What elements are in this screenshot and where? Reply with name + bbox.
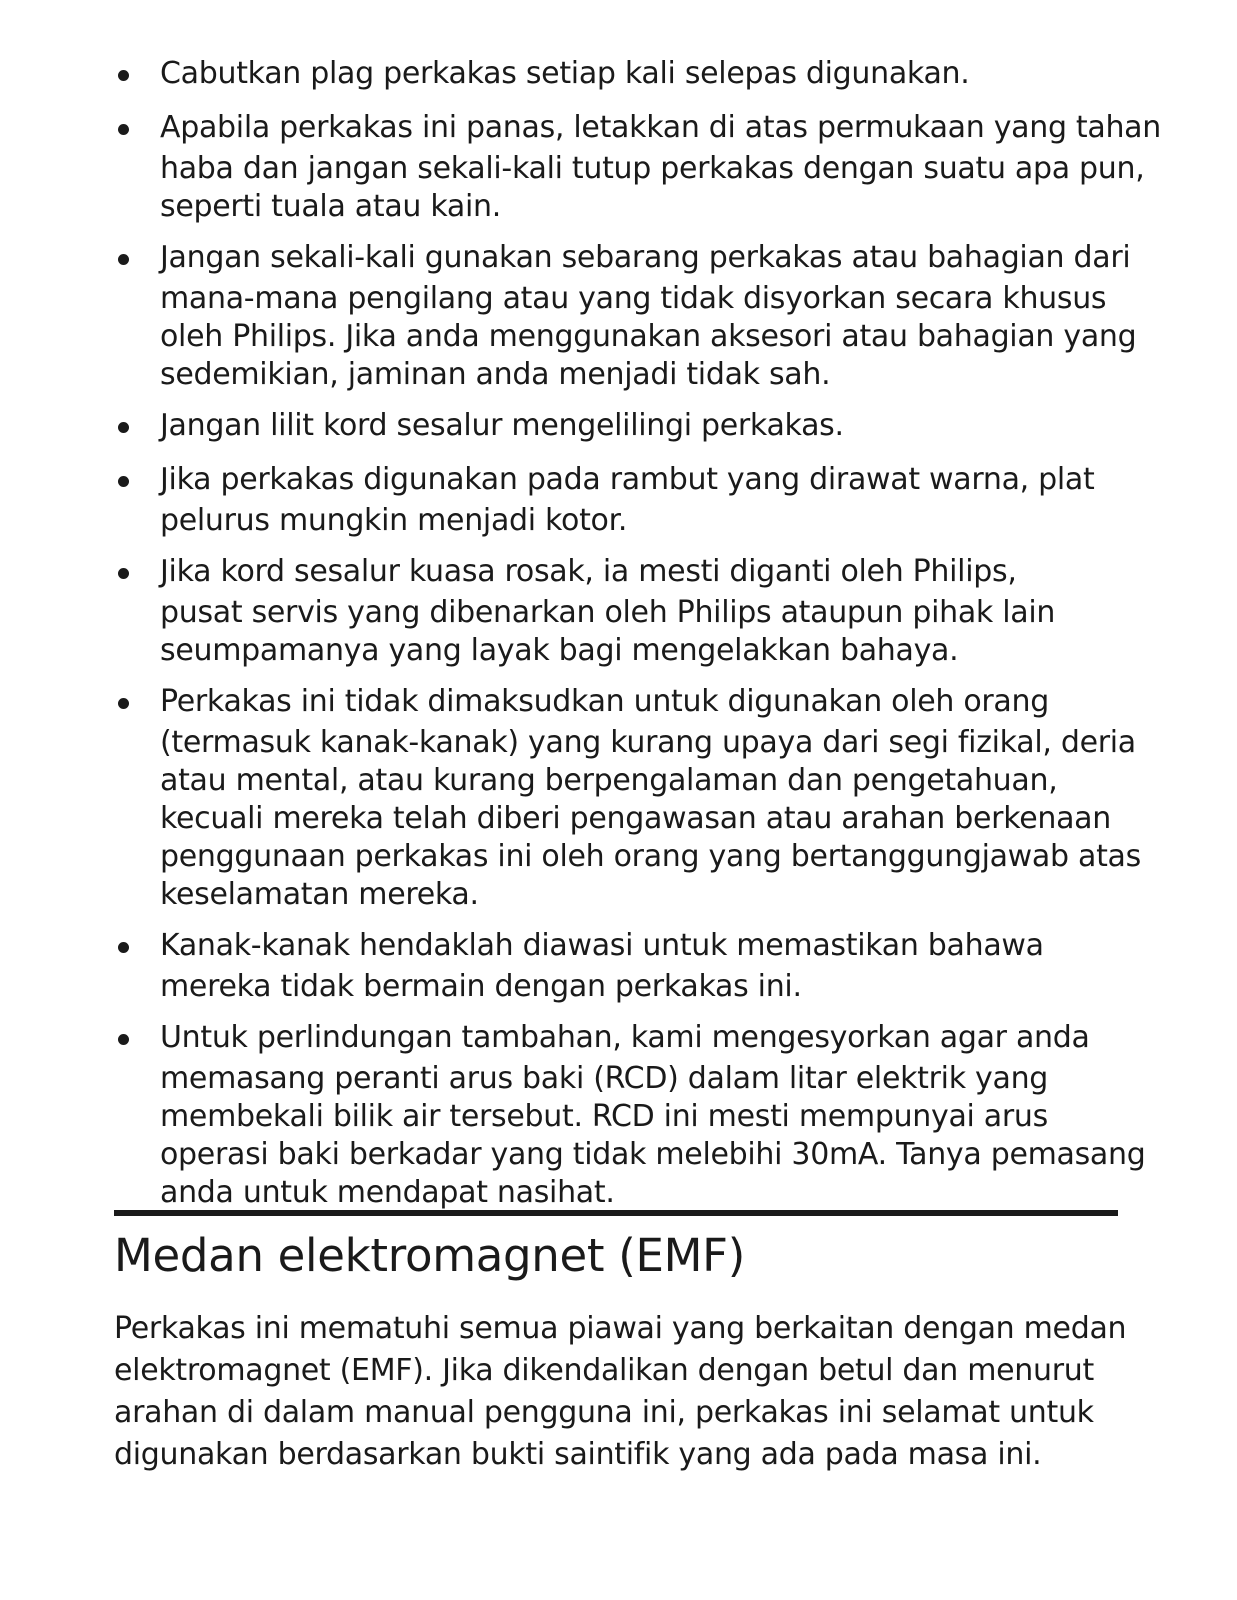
list-item-line: seperti tuala atau kain.	[160, 189, 501, 224]
bullet-dot-icon	[118, 124, 129, 135]
list-item-line: memasang peranti arus baki (RCD) dalam litar elektrik yang	[160, 1061, 1049, 1096]
safety-bullet-list	[118, 52, 1161, 1222]
bullet-dot-icon	[118, 422, 129, 433]
paragraph-line: Perkakas ini mematuhi semua piawai yang berkaitan dengan medan	[114, 1311, 1127, 1346]
list-item-line: penggunaan perkakas ini oleh orang yang bertanggungjawab atas	[160, 839, 1141, 874]
list-item-line: Untuk perlindungan tambahan, kami mengesyorkan agar anda	[160, 1020, 1090, 1055]
list-item-line: Apabila perkakas ini panas, letakkan di atas permukaan yang tahan	[160, 110, 1161, 145]
list-item-line: Kanak-kanak hendaklah diawasi untuk memastikan bahawa	[160, 928, 1044, 963]
bullet-dot-icon	[118, 476, 129, 487]
list-item-line: keselamatan mereka.	[160, 877, 479, 912]
section-paragraph	[114, 1308, 1127, 1476]
list-item	[118, 236, 1137, 394]
list-item	[118, 404, 1118, 448]
bullet-dot-icon	[118, 70, 129, 81]
list-item-line: kecuali mereka telah diberi pengawasan atau arahan berkenaan	[160, 801, 1111, 836]
list-item-line: sedemikian, jaminan anda menjadi tidak sah.	[160, 357, 831, 392]
bullet-dot-icon	[118, 254, 129, 265]
list-item-line: oleh Philips. Jika anda menggunakan aksesori atau bahagian yang	[160, 319, 1137, 354]
section-divider	[114, 1210, 1118, 1216]
list-item-line: Jangan lilit kord sesalur mengelilingi perkakas.	[160, 408, 844, 443]
list-item	[118, 458, 1118, 540]
bullet-dot-icon	[118, 698, 129, 709]
list-item-line: Jika perkakas digunakan pada rambut yang dirawat warna, plat	[160, 462, 1095, 497]
paragraph-line: elektromagnet (EMF). Jika dikendalikan dengan betul dan menurut	[114, 1353, 1094, 1388]
list-item-line: seumpamanya yang layak bagi mengelakkan bahaya.	[160, 633, 959, 668]
list-item-line: mana-mana pengilang atau yang tidak disyorkan secara khusus	[160, 281, 1107, 316]
bullet-dot-icon	[118, 942, 129, 953]
list-item-line: (termasuk kanak-kanak) yang kurang upaya dari segi fizikal, deria	[160, 725, 1136, 760]
list-item-line: atau mental, atau kurang berpengalaman dan pengetahuan,	[160, 763, 1058, 798]
list-item-line: operasi baki berkadar yang tidak melebihi 30mA. Tanya pemasang	[160, 1137, 1146, 1172]
list-item-line: pelurus mungkin menjadi kotor.	[160, 503, 628, 538]
list-item-line: Perkakas ini tidak dimaksudkan untuk digunakan oleh orang	[160, 684, 1049, 719]
list-item-line: pusat servis yang dibenarkan oleh Philips ataupun pihak lain	[160, 595, 1056, 630]
section-heading: Medan elektromagnet (EMF)	[114, 1229, 745, 1282]
paragraph-line: digunakan berdasarkan bukti saintifik yang ada pada masa ini.	[114, 1437, 1042, 1472]
list-item-line: haba dan jangan sekali-kali tutup perkakas dengan suatu apa pun,	[160, 151, 1145, 186]
bullet-dot-icon	[118, 568, 129, 579]
list-item	[118, 924, 1118, 1006]
list-item-line: anda untuk mendapat nasihat.	[160, 1175, 615, 1210]
list-item-line: mereka tidak bermain dengan perkakas ini.	[160, 969, 802, 1004]
list-item-line: Jika kord sesalur kuasa rosak, ia mesti diganti oleh Philips,	[160, 554, 1017, 589]
list-item-line: Jangan sekali-kali gunakan sebarang perkakas atau bahagian dari	[160, 240, 1131, 275]
list-item	[118, 106, 1161, 226]
list-item	[118, 52, 1118, 96]
list-item	[118, 550, 1118, 670]
list-item-line: membekali bilik air tersebut. RCD ini mesti mempunyai arus	[160, 1099, 1048, 1134]
list-item	[118, 680, 1141, 914]
bullet-dot-icon	[118, 1034, 129, 1045]
paragraph-line: arahan di dalam manual pengguna ini, perkakas ini selamat untuk	[114, 1395, 1094, 1430]
list-item	[118, 1016, 1146, 1212]
list-item-line: Cabutkan plag perkakas setiap kali selepas digunakan.	[160, 56, 970, 91]
